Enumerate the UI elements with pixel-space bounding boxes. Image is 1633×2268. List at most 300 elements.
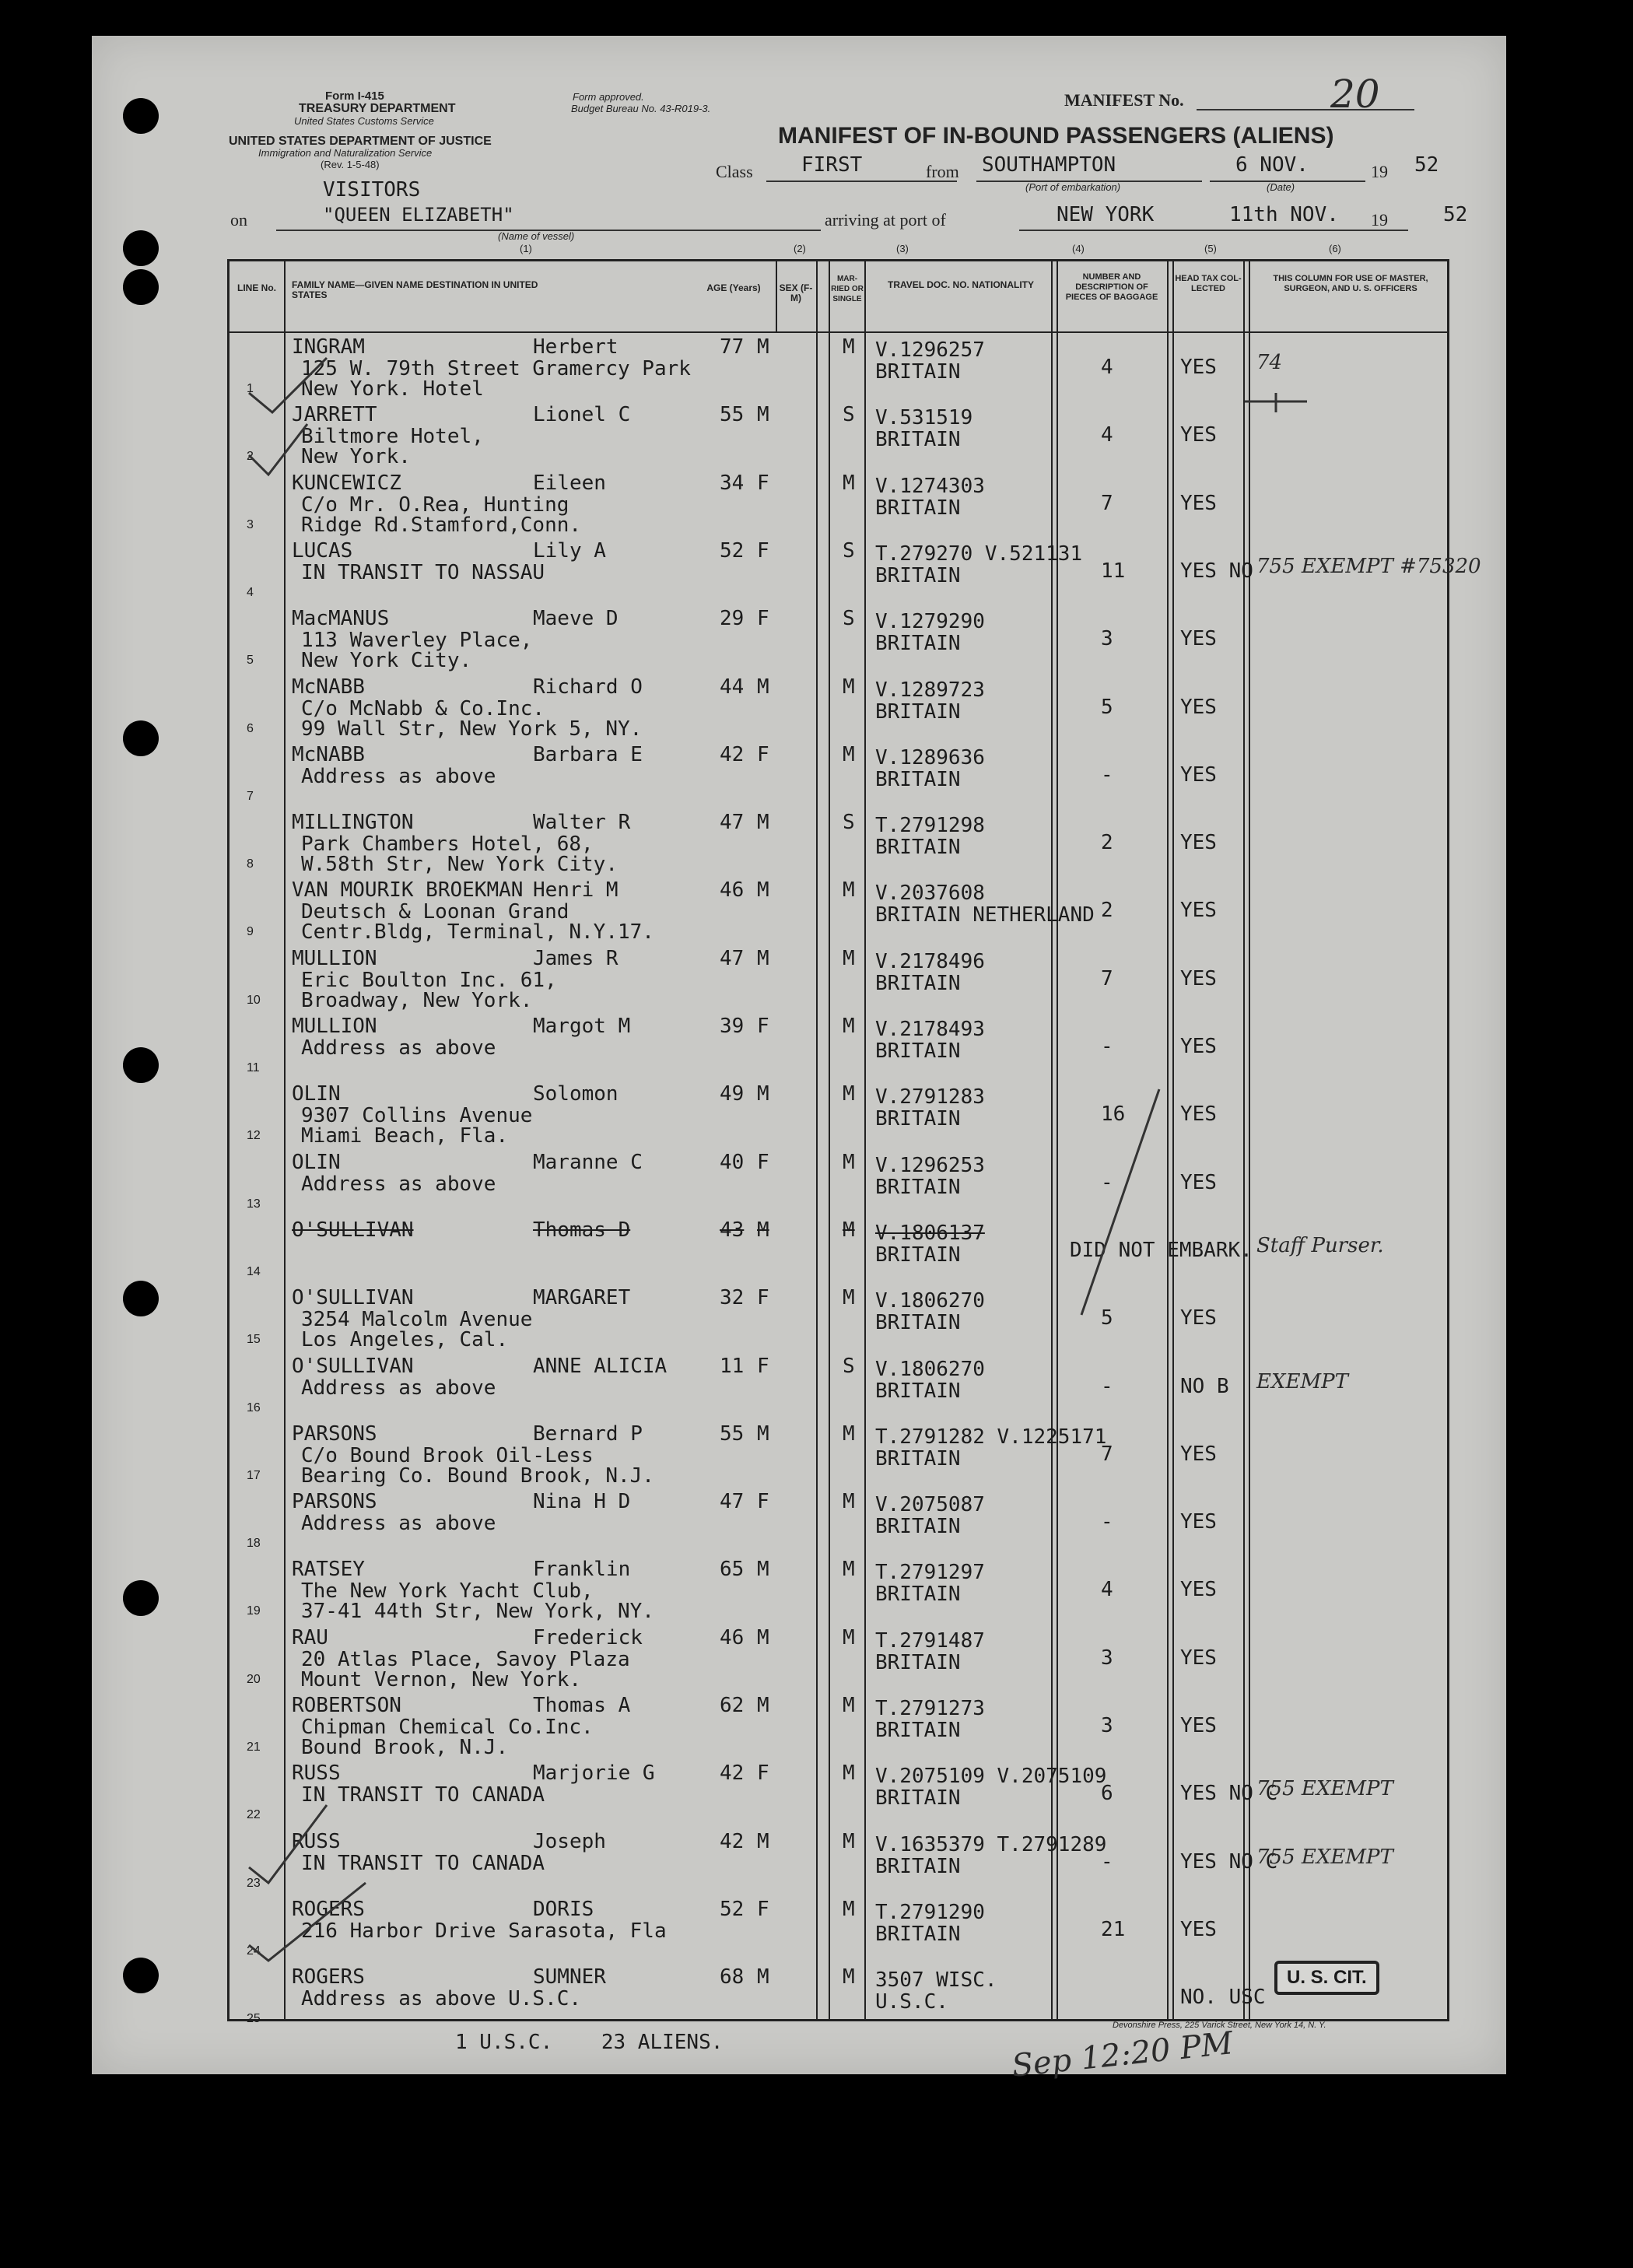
marital-status: M: [843, 1965, 855, 1989]
line-number: 13: [247, 1197, 261, 1211]
line-number: 8: [247, 857, 254, 871]
on-label: on: [230, 210, 247, 230]
head-tax: YES: [1180, 1442, 1217, 1466]
address-line-1: 113 Waverley Place,: [301, 629, 533, 653]
given-name: Solomon: [533, 1082, 619, 1106]
family-name: ROGERS: [292, 1897, 365, 1921]
col-number-5: (5): [1204, 243, 1217, 254]
baggage: -: [1101, 1170, 1113, 1194]
age: 65: [720, 1558, 745, 1582]
line-number: 5: [247, 654, 254, 668]
sex: M: [757, 1829, 769, 1853]
age: 52: [720, 538, 745, 563]
address-line-1: Address as above: [301, 1172, 496, 1196]
marital-status: S: [843, 607, 855, 631]
address-line-2: Los Angeles, Cal.: [301, 1328, 509, 1352]
family-name: VAN MOURIK BROEKMAN: [292, 878, 524, 903]
sex: F: [757, 1150, 769, 1174]
officer-note: 74: [1256, 351, 1283, 374]
nationality: BRITAIN: [875, 1650, 961, 1674]
marital-status: M: [843, 1694, 855, 1717]
given-name: James R: [533, 946, 619, 970]
dept-treasury: TREASURY DEPARTMENT: [299, 102, 456, 115]
head-tax: YES: [1180, 1306, 1217, 1330]
age: 39: [720, 1015, 745, 1038]
table-row: [230, 1080, 1452, 1148]
table-row: [230, 333, 1452, 401]
head-tax: YES: [1180, 1102, 1217, 1127]
address-line-1: C/o McNabb & Co.Inc.: [301, 696, 545, 720]
nationality: BRITAIN: [875, 836, 961, 860]
marital-status: M: [843, 1829, 855, 1853]
sex: M: [757, 946, 769, 970]
form-revision: (Rev. 1-5-48): [321, 159, 380, 170]
address-line-2: New York City.: [301, 649, 472, 673]
address-line-1: Address as above: [301, 764, 496, 788]
table-row: [230, 1420, 1452, 1488]
address-line-1: Deutsch & Loonan Grand: [301, 900, 569, 924]
address-line-1: Eric Boulton Inc. 61,: [301, 968, 557, 992]
line-number: 9: [247, 925, 254, 939]
nationality: BRITAIN: [875, 632, 961, 656]
table-row: [230, 1828, 1452, 1895]
sex: F: [757, 471, 769, 495]
marital-status: S: [843, 403, 855, 427]
page-title: MANIFEST OF IN-BOUND PASSENGERS (ALIENS): [778, 123, 1334, 149]
family-name: OLIN: [292, 1150, 341, 1174]
travel-doc: T.2791290: [875, 1900, 985, 1924]
travel-doc: V.1635379 T.2791289: [875, 1832, 1107, 1856]
travel-doc: T.2791273: [875, 1697, 985, 1720]
age: 47: [720, 946, 745, 970]
baggage: 4: [1101, 423, 1113, 447]
col-number-2: (2): [794, 243, 806, 254]
marital-status: M: [843, 1558, 855, 1582]
class-label: Class: [716, 162, 753, 181]
given-name: Marjorie G: [533, 1761, 655, 1786]
age: 42: [720, 1761, 745, 1786]
table-row: [230, 945, 1452, 1012]
col-travel-doc: TRAVEL DOC. NO. NATIONALITY: [888, 279, 1034, 290]
punch-hole: [123, 230, 159, 266]
line-number: 10: [247, 993, 261, 1007]
family-name: PARSONS: [292, 1490, 377, 1514]
line-number: 14: [247, 1264, 261, 1278]
head-tax: YES NO: [1180, 559, 1253, 583]
table-row: [230, 1284, 1452, 1351]
age: 42: [720, 1829, 745, 1853]
address-line-2: W.58th Str, New York City.: [301, 853, 618, 877]
sex: M: [757, 1558, 769, 1582]
manifest-number: 20: [1330, 72, 1380, 117]
given-name: Bernard P: [533, 1421, 643, 1446]
nationality: BRITAIN: [875, 360, 961, 384]
address-line-1: IN TRANSIT TO CANADA: [301, 1851, 545, 1875]
travel-doc: V.1296253: [875, 1153, 985, 1177]
address-line-1: Address as above: [301, 1036, 496, 1060]
baggage: 6: [1101, 1782, 1113, 1806]
family-name: RUSS: [292, 1829, 341, 1853]
form-number: Form I-415: [325, 89, 384, 103]
nationality: BRITAIN: [875, 1107, 961, 1131]
baggage: -: [1101, 1849, 1113, 1874]
marital-status: M: [843, 1015, 855, 1038]
family-name: MULLION: [292, 1015, 377, 1038]
address-line-2: New York. Hotel: [301, 377, 484, 401]
line-number: 24: [247, 1944, 261, 1958]
col-name: FAMILY NAME—GIVEN NAME DESTINATION IN UNITED STATES: [292, 279, 538, 300]
class-value: FIRST: [801, 153, 863, 177]
travel-doc: V.1274303: [875, 474, 985, 498]
form-approved: Form approved.: [573, 91, 644, 103]
travel-doc: V.1806137: [875, 1221, 985, 1245]
travel-doc: V.2791283: [875, 1085, 985, 1109]
family-name: O'SULLIVAN: [292, 1218, 414, 1242]
family-name: ROBERTSON: [292, 1694, 401, 1717]
address-line-1: C/o Mr. O.Rea, Hunting: [301, 493, 569, 517]
marital-status: M: [843, 946, 855, 970]
table-row: [230, 1216, 1452, 1284]
travel-doc: T.2791487: [875, 1628, 985, 1653]
from-label: from: [926, 162, 959, 181]
baggage: 5: [1101, 1306, 1113, 1330]
baggage: 2: [1101, 831, 1113, 855]
visitors-label: VISITORS: [323, 178, 421, 202]
given-name: DORIS: [533, 1897, 594, 1921]
family-name: MacMANUS: [292, 607, 390, 631]
family-name: PARSONS: [292, 1421, 377, 1446]
line-number: 7: [247, 789, 254, 803]
year-prefix-1: 19: [1371, 162, 1388, 181]
dept-justice-sub: Immigration and Naturalization Service: [258, 147, 433, 159]
age: 68: [720, 1965, 745, 1989]
family-name: KUNCEWICZ: [292, 471, 401, 495]
head-tax: YES: [1180, 1170, 1217, 1194]
travel-doc: V.1806270: [875, 1289, 985, 1313]
age: 55: [720, 403, 745, 427]
address-line-1: IN TRANSIT TO NASSAU: [301, 560, 545, 584]
table-row: [230, 605, 1452, 672]
arrival-line: [1019, 230, 1408, 231]
address-line-1: IN TRANSIT TO CANADA: [301, 1783, 545, 1807]
baggage: -: [1101, 1035, 1113, 1058]
baggage: 4: [1101, 356, 1113, 379]
head-tax: YES: [1180, 762, 1217, 787]
line-number: 25: [247, 2012, 261, 2026]
head-tax: YES: [1180, 899, 1217, 923]
line-number: 1: [247, 382, 254, 395]
baggage: -: [1101, 1510, 1113, 1534]
sex: F: [757, 1761, 769, 1786]
embark-date: 6 NOV.: [1235, 153, 1309, 177]
head-tax: YES: [1180, 1035, 1217, 1058]
marital-status: M: [843, 1625, 855, 1649]
marital-status: M: [843, 878, 855, 903]
baggage: 2: [1101, 899, 1113, 923]
travel-doc: 3507 WISC.: [875, 1968, 997, 1993]
sex: M: [757, 1218, 769, 1242]
nationality: BRITAIN: [875, 1515, 961, 1539]
baggage: 3: [1101, 1646, 1113, 1670]
head-tax: YES: [1180, 423, 1217, 447]
line-number: 22: [247, 1808, 261, 1822]
nationality: BRITAIN: [875, 1922, 961, 1946]
travel-doc: V.2178493: [875, 1018, 985, 1041]
table-row: [230, 1691, 1452, 1759]
table-row: [230, 741, 1452, 808]
head-tax: YES: [1180, 1578, 1217, 1602]
address-line-1: 9307 Collins Avenue: [301, 1104, 533, 1128]
given-name: Lily A: [533, 538, 606, 563]
col-number-3: (3): [896, 243, 909, 254]
given-name: Margot M: [533, 1015, 631, 1038]
line-number: 15: [247, 1333, 261, 1347]
punch-hole: [123, 98, 159, 134]
punch-hole: [123, 1047, 159, 1083]
head-tax: YES: [1180, 1917, 1217, 1941]
dept-treasury-sub: United States Customs Service: [294, 115, 434, 127]
punch-hole: [123, 1958, 159, 1993]
handwritten-time: Sep 12:20 PM: [1010, 2025, 1235, 2084]
officer-note: Staff Purser.: [1256, 1233, 1384, 1257]
marital-status: M: [843, 1421, 855, 1446]
travel-doc: V.1279290: [875, 610, 985, 634]
given-name: Barbara E: [533, 742, 643, 766]
head-tax: YES: [1180, 356, 1217, 379]
table-row: [230, 401, 1452, 468]
age: 55: [720, 1421, 745, 1446]
nationality: BRITAIN: [875, 1243, 961, 1267]
age: 52: [720, 1897, 745, 1921]
col-number-4: (4): [1072, 243, 1085, 254]
given-name: Joseph: [533, 1829, 606, 1853]
baggage: DID NOT EMBARK.: [1070, 1238, 1253, 1262]
address-line-2: Bearing Co. Bound Brook, N.J.: [301, 1464, 654, 1488]
footer-summary: 1 U.S.C. 23 ALIENS.: [455, 2031, 724, 2054]
table-row: [230, 1759, 1452, 1827]
address-line-1: 216 Harbor Drive Sarasota, Fla: [301, 1919, 667, 1943]
travel-doc: T.2791282 V.1225171: [875, 1425, 1107, 1449]
line-number: 11: [247, 1061, 260, 1074]
col-married: MAR-RIED OR SINGLE: [831, 275, 864, 303]
table-row: [230, 1148, 1452, 1216]
address-line-2: Ridge Rd.Stamford,Conn.: [301, 513, 582, 537]
travel-doc: V.531519: [875, 406, 973, 430]
line-number: 16: [247, 1400, 261, 1414]
nationality: BRITAIN: [875, 767, 961, 791]
sex: F: [757, 742, 769, 766]
nationality: BRITAIN: [875, 1583, 961, 1607]
marital-status: M: [843, 675, 855, 699]
given-name: ANNE ALICIA: [533, 1354, 668, 1378]
manifest-number-line: [1197, 109, 1414, 110]
address-line-2: 37-41 44th Str, New York, NY.: [301, 1600, 654, 1624]
vessel-note: (Name of vessel): [498, 230, 575, 242]
age: 47: [720, 811, 745, 835]
given-name: Maeve D: [533, 607, 619, 631]
col-baggage: NUMBER AND DESCRIPTION OF PIECES OF BAGGAGE: [1065, 272, 1158, 302]
baggage: 3: [1101, 1714, 1113, 1737]
nationality: BRITAIN: [875, 496, 961, 520]
punch-hole: [123, 269, 159, 305]
marital-status: M: [843, 1761, 855, 1786]
age: 43: [720, 1218, 745, 1242]
sex: F: [757, 1354, 769, 1378]
travel-doc: V.2037608: [875, 882, 985, 906]
baggage: -: [1101, 1374, 1113, 1398]
sex: M: [757, 403, 769, 427]
address-line-2: Miami Beach, Fla.: [301, 1124, 509, 1148]
family-name: LUCAS: [292, 538, 353, 563]
table-row: [230, 1555, 1452, 1623]
punch-hole: [123, 1281, 159, 1316]
given-name: Herbert: [533, 335, 619, 359]
age: 34: [720, 471, 745, 495]
given-name: SUMNER: [533, 1965, 606, 1989]
address-line-1: Biltmore Hotel,: [301, 425, 484, 449]
address-line-2: Centr.Bldg, Terminal, N.Y.17.: [301, 920, 654, 945]
family-name: RUSS: [292, 1761, 341, 1786]
head-tax: YES: [1180, 1646, 1217, 1670]
sex: F: [757, 1490, 769, 1514]
age: 11: [720, 1354, 745, 1378]
col-number-6: (6): [1329, 243, 1341, 254]
travel-doc: V.2075087: [875, 1493, 985, 1517]
marital-status: M: [843, 335, 855, 359]
travel-doc: V.1806270: [875, 1357, 985, 1381]
given-name: Franklin: [533, 1558, 631, 1582]
line-number: 2: [247, 450, 254, 464]
nationality: BRITAIN: [875, 1311, 961, 1335]
family-name: O'SULLIVAN: [292, 1354, 414, 1378]
baggage: 7: [1101, 491, 1113, 515]
nationality: BRITAIN: [875, 563, 961, 587]
line-number: 6: [247, 721, 254, 735]
family-name: RATSEY: [292, 1558, 365, 1582]
marital-status: M: [843, 471, 855, 495]
marital-status: M: [843, 1218, 855, 1242]
embark-year: 52: [1414, 153, 1439, 177]
marital-status: M: [843, 1897, 855, 1921]
family-name: McNABB: [292, 675, 365, 699]
age: 32: [720, 1286, 745, 1310]
address-line-2: New York.: [301, 445, 411, 469]
family-name: RAU: [292, 1625, 328, 1649]
age: 46: [720, 878, 745, 903]
marital-status: M: [843, 1082, 855, 1106]
head-tax: YES: [1180, 1714, 1217, 1737]
table-row: [230, 1624, 1452, 1691]
age: 46: [720, 1625, 745, 1649]
given-name: Thomas D: [533, 1218, 631, 1242]
head-tax: YES: [1180, 1510, 1217, 1534]
marital-status: M: [843, 1150, 855, 1174]
age: 29: [720, 607, 745, 631]
date-note: (Date): [1267, 181, 1295, 193]
head-tax: YES NO C: [1180, 1782, 1278, 1806]
dept-justice: UNITED STATES DEPARTMENT OF JUSTICE: [229, 135, 492, 148]
given-name: Richard O: [533, 675, 643, 699]
table-row: [230, 673, 1452, 741]
col-head-tax: HEAD TAX COL-LECTED: [1175, 274, 1242, 293]
marital-status: M: [843, 742, 855, 766]
line-number: 21: [247, 1740, 261, 1754]
sex: M: [757, 1625, 769, 1649]
address-line-1: Address as above: [301, 1512, 496, 1536]
baggage: 7: [1101, 966, 1113, 990]
line-number: 20: [247, 1672, 261, 1686]
line-number: 17: [247, 1468, 261, 1482]
sex: F: [757, 1015, 769, 1038]
arriving-label: arriving at port of: [825, 210, 946, 230]
nationality: BRITAIN: [875, 1446, 961, 1471]
travel-doc: V.1296257: [875, 338, 985, 362]
sex: M: [757, 1082, 769, 1106]
given-name: Nina H D: [533, 1490, 631, 1514]
head-tax: YES: [1180, 831, 1217, 855]
address-line-1: 125 W. 79th Street Gramercy Park: [301, 357, 691, 380]
sex: F: [757, 1286, 769, 1310]
head-tax: YES: [1180, 627, 1217, 651]
given-name: Lionel C: [533, 403, 631, 427]
head-tax: YES NO C: [1180, 1849, 1278, 1874]
table-row: [230, 1012, 1452, 1080]
nationality: BRITAIN: [875, 971, 961, 995]
nationality: BRITAIN: [875, 1039, 961, 1063]
sex: F: [757, 538, 769, 563]
family-name: OLIN: [292, 1082, 341, 1106]
address-line-1: Address as above: [301, 1376, 496, 1400]
baggage: 16: [1101, 1102, 1126, 1127]
nationality: BRITAIN: [875, 428, 961, 452]
age: 49: [720, 1082, 745, 1106]
line-number: 3: [247, 517, 254, 531]
nationality: BRITAIN: [875, 1786, 961, 1811]
travel-doc: T.2791297: [875, 1561, 985, 1585]
punch-hole: [123, 720, 159, 756]
col-line-no: LINE No.: [237, 282, 276, 293]
travel-doc: V.2075109 V.2075109: [875, 1765, 1107, 1789]
sex: F: [757, 1897, 769, 1921]
marital-status: S: [843, 538, 855, 563]
travel-doc: T.2791298: [875, 814, 985, 838]
baggage: 3: [1101, 627, 1113, 651]
line-number: 19: [247, 1604, 261, 1618]
line-number: 12: [247, 1129, 261, 1143]
nationality: BRITAIN: [875, 699, 961, 724]
us-cit-stamp: U. S. CIT.: [1274, 1961, 1379, 1995]
given-name: Frederick: [533, 1625, 643, 1649]
address-line-1: The New York Yacht Club,: [301, 1579, 594, 1604]
nationality: BRITAIN: [875, 1719, 961, 1742]
baggage: -: [1101, 762, 1113, 787]
address-line-1: Chipman Chemical Co.Inc.: [301, 1716, 594, 1739]
nationality: U.S.C.: [875, 1990, 948, 2014]
marital-status: S: [843, 1354, 855, 1378]
sex: M: [757, 1965, 769, 1989]
head-tax: YES: [1180, 491, 1217, 515]
punch-hole: [123, 1580, 159, 1616]
baggage: 11: [1101, 559, 1126, 583]
arrival-port: NEW YORK: [1057, 203, 1155, 226]
sex: F: [757, 607, 769, 631]
line-number: 18: [247, 1537, 261, 1551]
arrival-year: 52: [1443, 203, 1468, 226]
age: 42: [720, 742, 745, 766]
head-tax: YES: [1180, 966, 1217, 990]
family-name: ROGERS: [292, 1965, 365, 1989]
col-officers: THIS COLUMN FOR USE OF MASTER, SURGEON, AND U. S. OFFICERS: [1273, 274, 1428, 293]
